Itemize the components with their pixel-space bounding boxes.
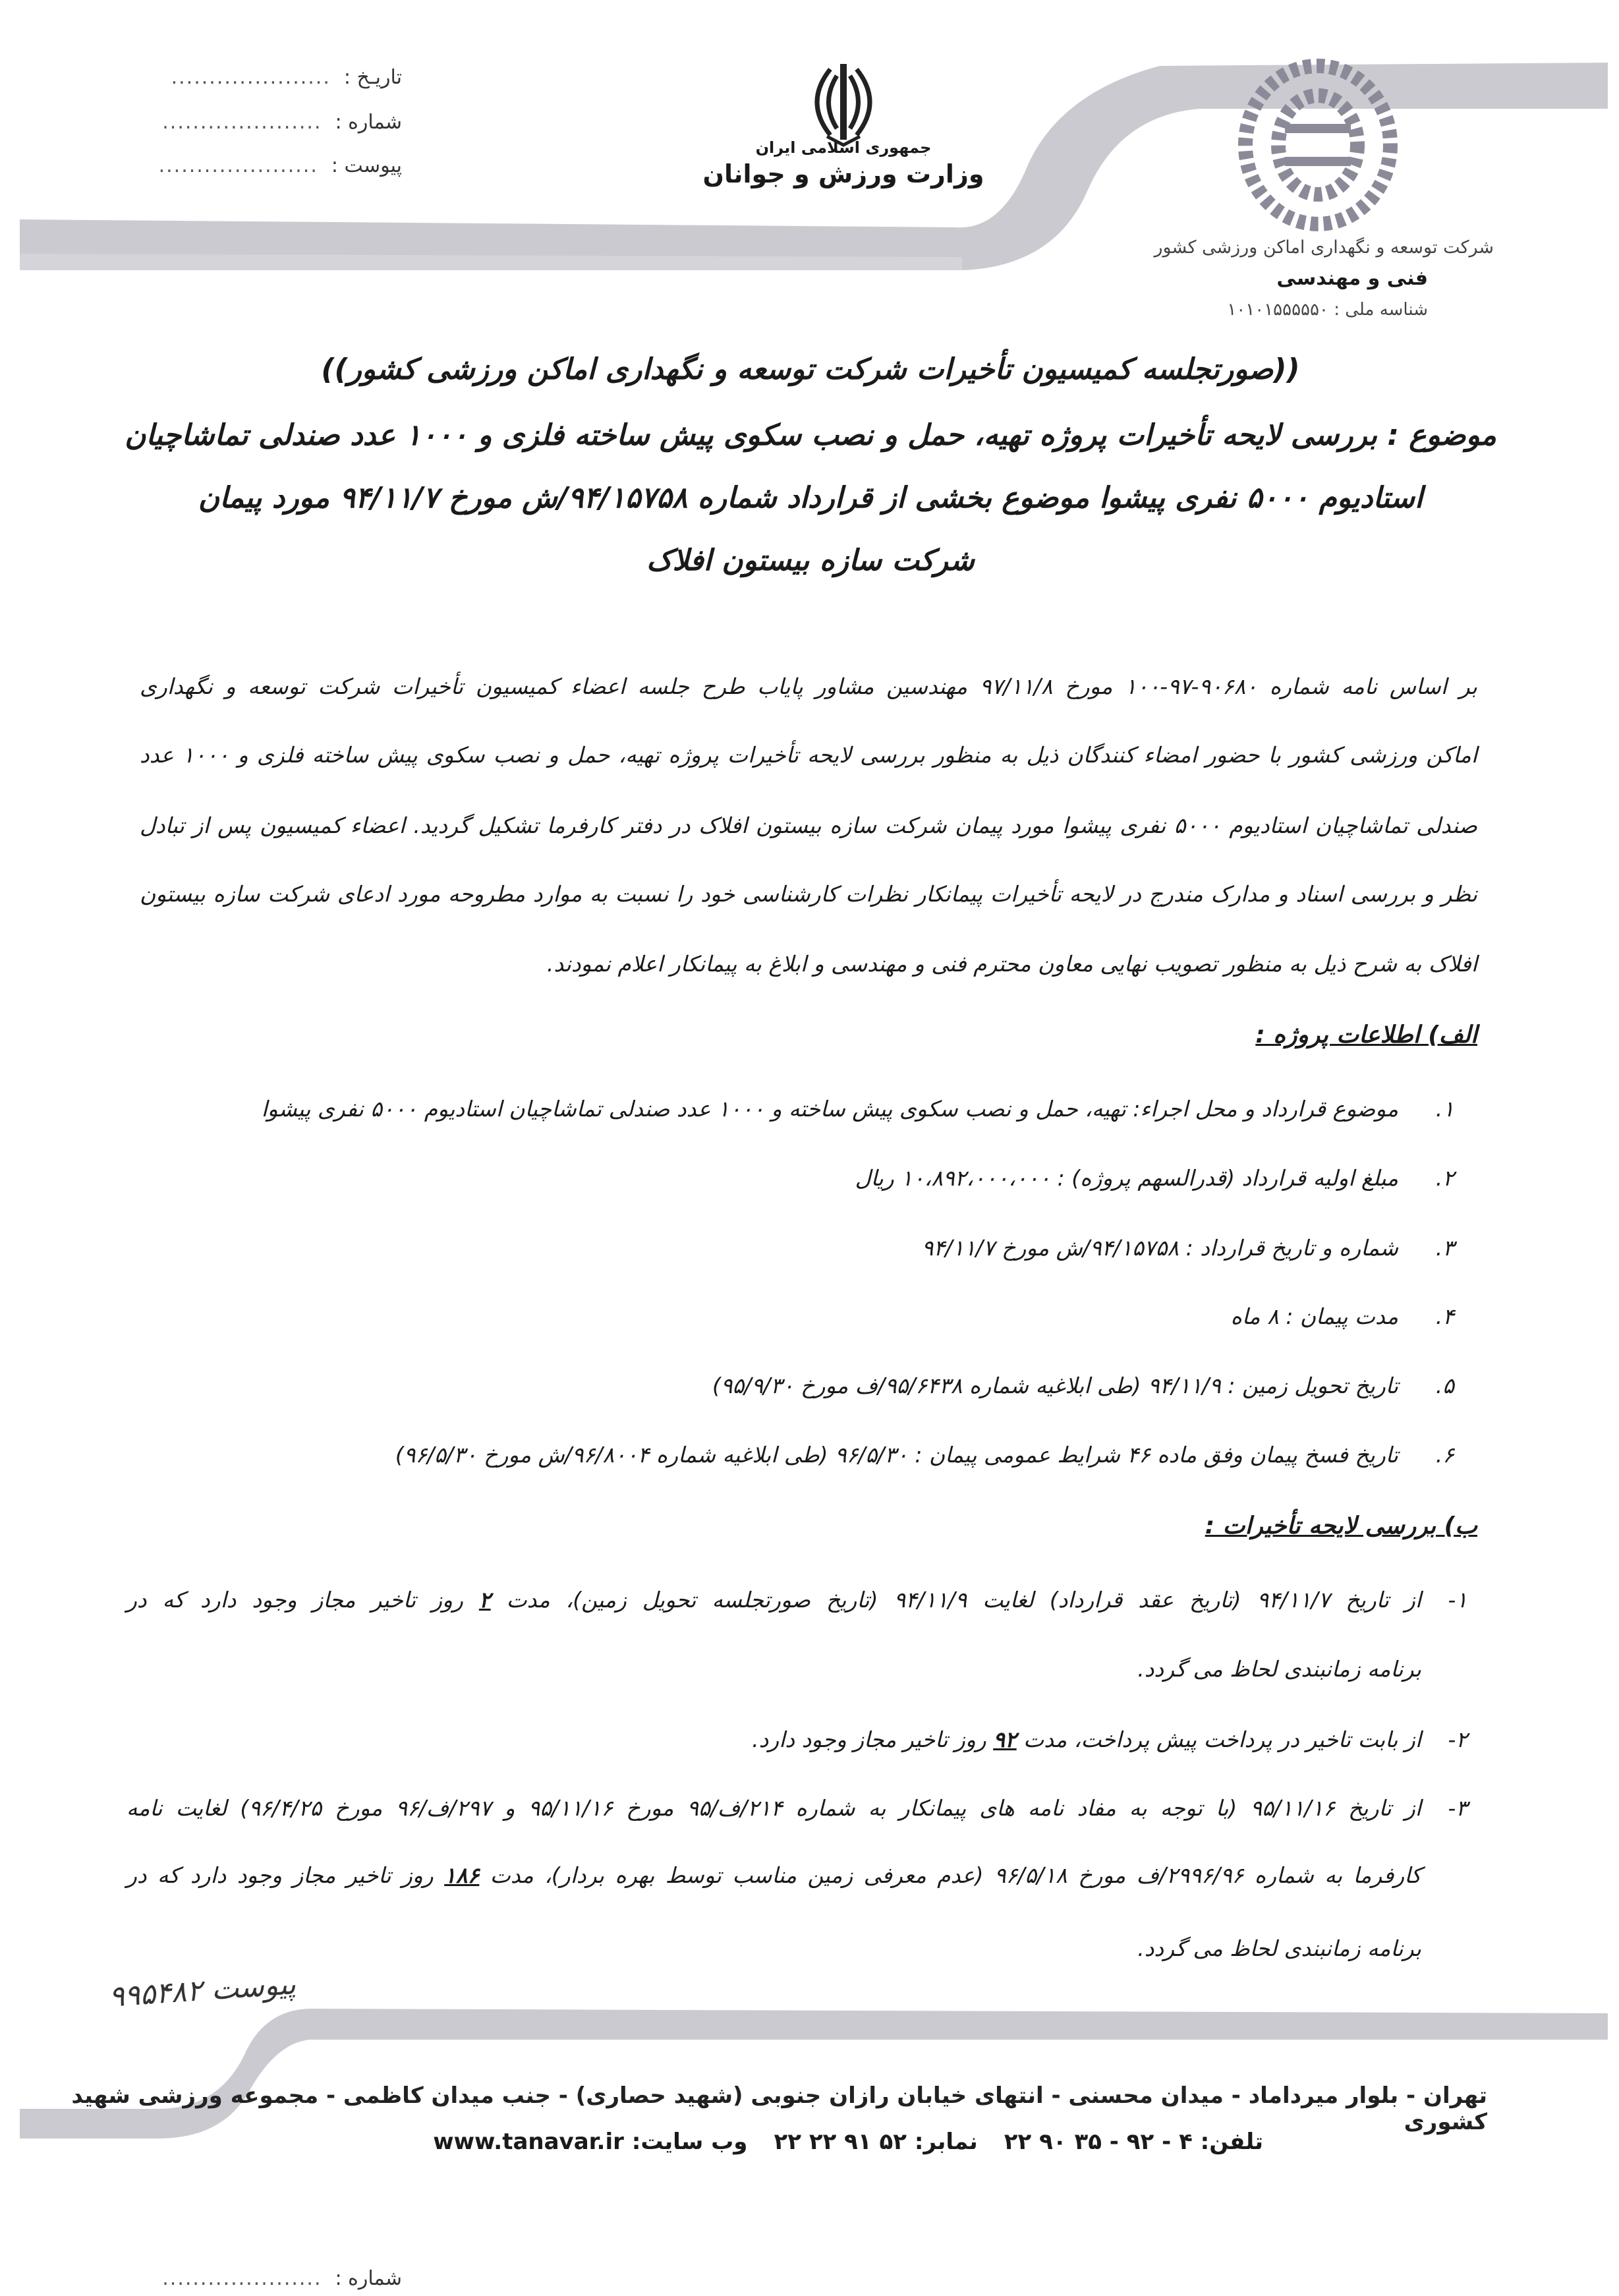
document-title: ((صورتجلسه کمیسیون تأخیرات شرکت توسعه و نگهداری اماکن ورزشی کشور))	[321, 353, 1300, 386]
list-item: از تاریخ ۹۵/۱۱/۱۶ (با توجه به مفاد نامه های پیمانکار به شماره ۲۱۴/ف/۹۵ مورخ ۹۵/۱۱/۱۶ و ۲۹۷/ف/۹۶ مورخ ۹۶/۴/۲۵) لغایت نامه	[127, 1795, 1421, 1821]
subject-line-2: استادیوم ۵۰۰۰ نفری پیشوا موضوع بخشی از قرارداد شماره ۹۴/۱۵۷۵۸/ش مورخ ۹۴/۱۱/۷ مورد پیمان	[198, 481, 1423, 515]
item-number: ۱-	[1448, 1587, 1467, 1613]
item-number: ۳-	[1448, 1795, 1467, 1821]
subject-line-1: موضوع : بررسی لایحه تأخیرات پروژه تهیه، حمل و نصب سکوی پیش ساخته فلزی و ۱۰۰۰ عدد صندلی تماشاچیان	[125, 418, 1496, 452]
footer-contacts	[433, 2129, 1263, 2155]
attachment-label: پیوست :	[331, 154, 402, 177]
item-continuation: برنامه زمانبندی لحاظ می گردد.	[1137, 1656, 1421, 1682]
number-label: شماره :	[335, 2267, 402, 2290]
item-number: ۵.	[1435, 1373, 1454, 1398]
item-continuation: برنامه زمانبندی لحاظ می گردد.	[1137, 1936, 1421, 1961]
footer-fax: نمابر: ۵۲ ۹۱ ۲۲ ۲۲	[774, 2129, 978, 2155]
handwritten-note: پیوست ۹۹۵۴۸۲	[107, 1967, 297, 2014]
item-number: ۲-	[1448, 1727, 1467, 1752]
list-item: موضوع قرارداد و محل اجراء: تهیه، حمل و نصب سکوی پیش ساخته و ۱۰۰۰ عدد صندلی تماشاچیان استادیوم ۵۰۰۰ نفری پیشوا	[261, 1096, 1398, 1122]
section-b-heading: ب) بررسی لایحه تأخیرات :	[1205, 1512, 1477, 1539]
company-name: شرکت توسعه و نگهداری اماکن ورزشی کشور	[1154, 237, 1494, 258]
body-line: نظر و بررسی اسناد و مدارک مندرج در لایحه تأخیرات پیمانکار نظرات کارشناسی خود را نسبت به موارد مطروحه مورد ادعای شرکت سازه بیستون	[140, 881, 1477, 907]
list-item	[752, 1727, 1421, 1752]
item-text: کارفرما به شماره ۲۹۹۶/۹۶/ف مورخ ۹۶/۵/۱۸ (عدم معرفی زمین مناسب توسط بهره بردار)، مدت	[479, 1862, 1421, 1888]
body-line: صندلی تماشاچیان استادیوم ۵۰۰۰ نفری پیشوا مورد پیمان شرکت سازه بیستون افلاک در دفتر کارفرما تشکیل گردید. اعضاء کمیسیون پس از تبادل	[140, 813, 1477, 838]
list-item: مبلغ اولیه قرارداد (قدرالسهم پروژه) : ۱۰،۸۹۲،۰۰۰،۰۰۰ ریال	[855, 1165, 1398, 1191]
item-number: ۶.	[1435, 1442, 1454, 1468]
delay-days: ۱۸۶	[444, 1862, 480, 1888]
body-line: افلاک به شرح ذیل به منظور تصویب نهایی معاون محترم فنی و مهندسی و ابلاغ به پیمانکار اعلام نمودند.	[546, 951, 1477, 977]
company-logo-icon	[1232, 56, 1404, 234]
list-item: تاریخ فسخ پیمان وفق ماده ۴۶ شرایط عمومی پیمان : ۹۶/۵/۳۰ (طی ابلاغیه شماره ۹۶/۸۰۰۴/ش مورخ ۹۶/۵/۳۰)	[395, 1442, 1398, 1468]
section-a-heading: الف) اطلاعات پروژه :	[1255, 1021, 1477, 1048]
delay-days: ۲	[478, 1587, 491, 1613]
item-number: ۲.	[1435, 1165, 1454, 1191]
date-value: .....................	[171, 66, 331, 89]
footer-address: تهران - بلوار میرداماد - میدان محسنی - انتهای خیابان رازان جنوبی (شهید حصاری) - جنب میدان کاظمی - مجموعه ورزشی شهید کشوری	[71, 2082, 1487, 2135]
number-label: شماره :	[335, 111, 402, 134]
list-item: شماره و تاریخ قرارداد : ۹۴/۱۵۷۵۸/ش مورخ ۹۴/۱۱/۷	[921, 1235, 1398, 1261]
subject-line-3: شرکت سازه بیستون افلاک	[646, 544, 975, 577]
item-text: از تاریخ ۹۴/۱۱/۷ (تاریخ عقد قرارداد) لغایت ۹۴/۱۱/۹ (تاریخ صورتجلسه تحویل زمین)، مدت	[490, 1587, 1422, 1613]
number-value: .....................	[162, 2267, 322, 2290]
list-item	[127, 1587, 1421, 1613]
item-number: ۱.	[1435, 1096, 1454, 1122]
national-id: شناسه ملی : ۱۰۱۰۱۵۵۵۵۵۰	[1227, 300, 1428, 320]
attachment-value: .....................	[158, 154, 318, 177]
delay-days: ۹۲	[993, 1727, 1017, 1752]
item-text: روز تاخیر مجاز وجود دارد که در	[127, 1862, 445, 1888]
item-number: ۳.	[1435, 1235, 1454, 1261]
list-item: مدت پیمان : ۸ ماه	[1230, 1304, 1398, 1329]
body-line: بر اساس نامه شماره ۹۰۶۸۰-۹۷-۱۰۰ مورخ ۹۷/۱۱/۸ مهندسین مشاور پایاب طرح جلسه اعضاء کمیسیون تأخیرات شرکت توسعه و نگهداری	[140, 674, 1477, 699]
emblem-caption: جمهوری اسلامی ایران	[755, 138, 932, 157]
footer-phone: تلفن: ۴ - ۹۲ - ۳۵ ۹۰ ۲۲	[1004, 2129, 1263, 2155]
item-text: از بابت تاخیر در پرداخت پیش پرداخت، مدت	[1016, 1727, 1421, 1752]
website-label: وب سایت:	[631, 2129, 748, 2155]
department-name: فنی و مهندسی	[1276, 267, 1428, 290]
body-line: اماکن ورزشی کشور با حضور امضاء کنندگان ذیل به منظور بررسی لایحه تأخیرات پروژه تهیه، حمل و نصب سکوی پیش ساخته فلزی و ۱۰۰۰ عدد	[140, 742, 1477, 768]
item-continuation	[127, 1862, 1421, 1888]
item-text: روز تاخیر مجاز وجود دارد که در	[127, 1587, 479, 1613]
number-value: .....................	[162, 111, 322, 134]
item-text: روز تاخیر مجاز وجود دارد.	[752, 1727, 994, 1752]
next-page-number-field	[99, 2267, 402, 2290]
ministry-name: وزارت ورزش و جوانان	[702, 159, 984, 188]
item-number: ۴.	[1435, 1304, 1454, 1329]
website-link[interactable]: www.tanavar.ir	[433, 2129, 624, 2155]
list-item: تاریخ تحویل زمین : ۹۴/۱۱/۹ (طی ابلاغیه شماره ۹۵/۶۴۳۸/ف مورخ ۹۵/۹/۳۰)	[712, 1373, 1398, 1398]
date-label: تاریـخ :	[343, 66, 402, 89]
